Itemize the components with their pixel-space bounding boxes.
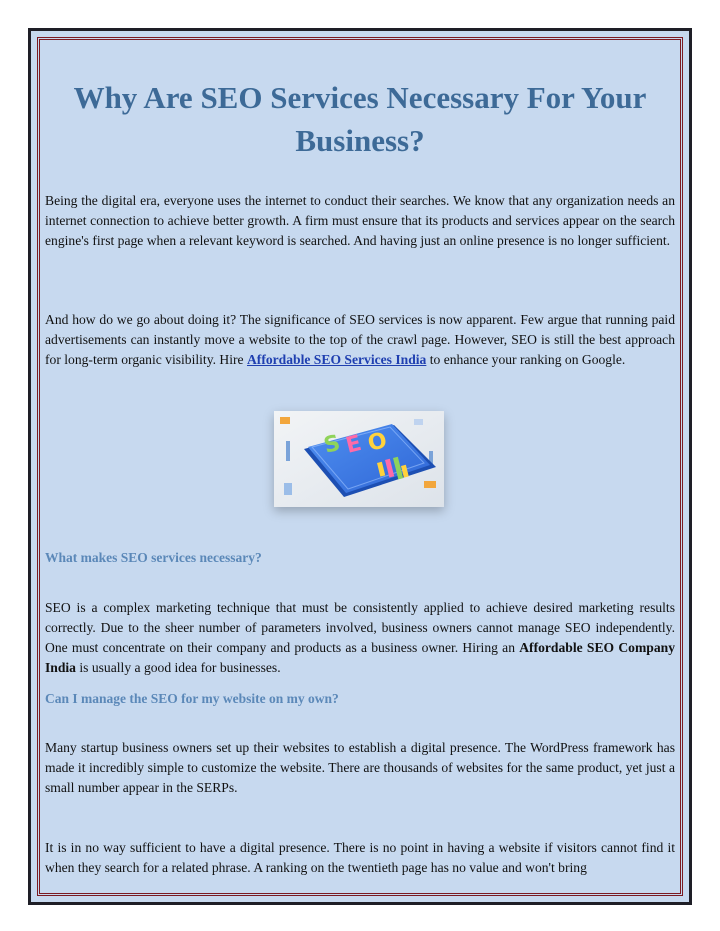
page-border-inner [37, 37, 683, 896]
heading-what-makes-seo-necessary: What makes SEO services necessary? [45, 550, 262, 565]
affordable-seo-company-text: Affordable SEO Company India [45, 640, 675, 675]
significance-text: And how do we go about doing it? The significance of SEO services is now apparent. Few argue that running paid advertisements can instantly move a website to the top of the crawl page. However, SEO is still the best approach for long-term organic visibility. Hire [45, 312, 675, 367]
affordable-seo-services-link[interactable]: Affordable SEO Services India [246, 352, 427, 367]
intro-paragraph [45, 191, 675, 251]
heading-manage-seo-own: Can I manage the SEO for my website on my own? [45, 691, 339, 706]
complex-technique-paragraph [45, 598, 675, 678]
complex-technique-text-end: is usually a good idea for businesses. [75, 660, 281, 675]
seo-letter-s: S [321, 430, 343, 459]
significance-paragraph [45, 310, 675, 370]
startup-owners-paragraph [45, 738, 675, 798]
seo-phone-icon [274, 411, 444, 507]
seo-phone-illustration [274, 411, 444, 507]
significance-text-end: to enhance your ranking on Google. [426, 352, 626, 367]
startup-owners-text: Many startup business owners set up their websites to establish a digital presence. The WordPress framework has made it incredibly simple to customize the website. There are thousands of websites for the same product, yet just a small number appear in the SERPs. [45, 740, 675, 795]
page-title: Why Are SEO Services Necessary For Your Business? [73, 80, 647, 158]
seo-letter-o: O [365, 428, 390, 457]
seo-letter-e: E [343, 430, 365, 459]
complex-technique-text: SEO is a complex marketing technique that must be consistently applied to achieve desired marketing results correctly. Due to the sheer number of parameters involved, business owners cannot manage SEO independently. One must concentrate on their company and products as a business owner. Hiring an [45, 600, 675, 655]
digital-presence-text: It is in no way sufficient to have a digital presence. There is no point in having a website if visitors cannot find it when they search for a related phrase. A ranking on the twentieth page has no value and won't bring [45, 840, 675, 875]
intro-text: Being the digital era, everyone uses the internet to conduct their searches. We know that any organization needs an internet connection to achieve better growth. A firm must ensure that its products and services appear on the search engine's first page when a relevant keyword is searched. And having just an online presence is no longer sufficient. [45, 193, 675, 248]
document-content [45, 38, 675, 895]
page-border-outer [28, 28, 692, 905]
digital-presence-paragraph [45, 838, 675, 878]
